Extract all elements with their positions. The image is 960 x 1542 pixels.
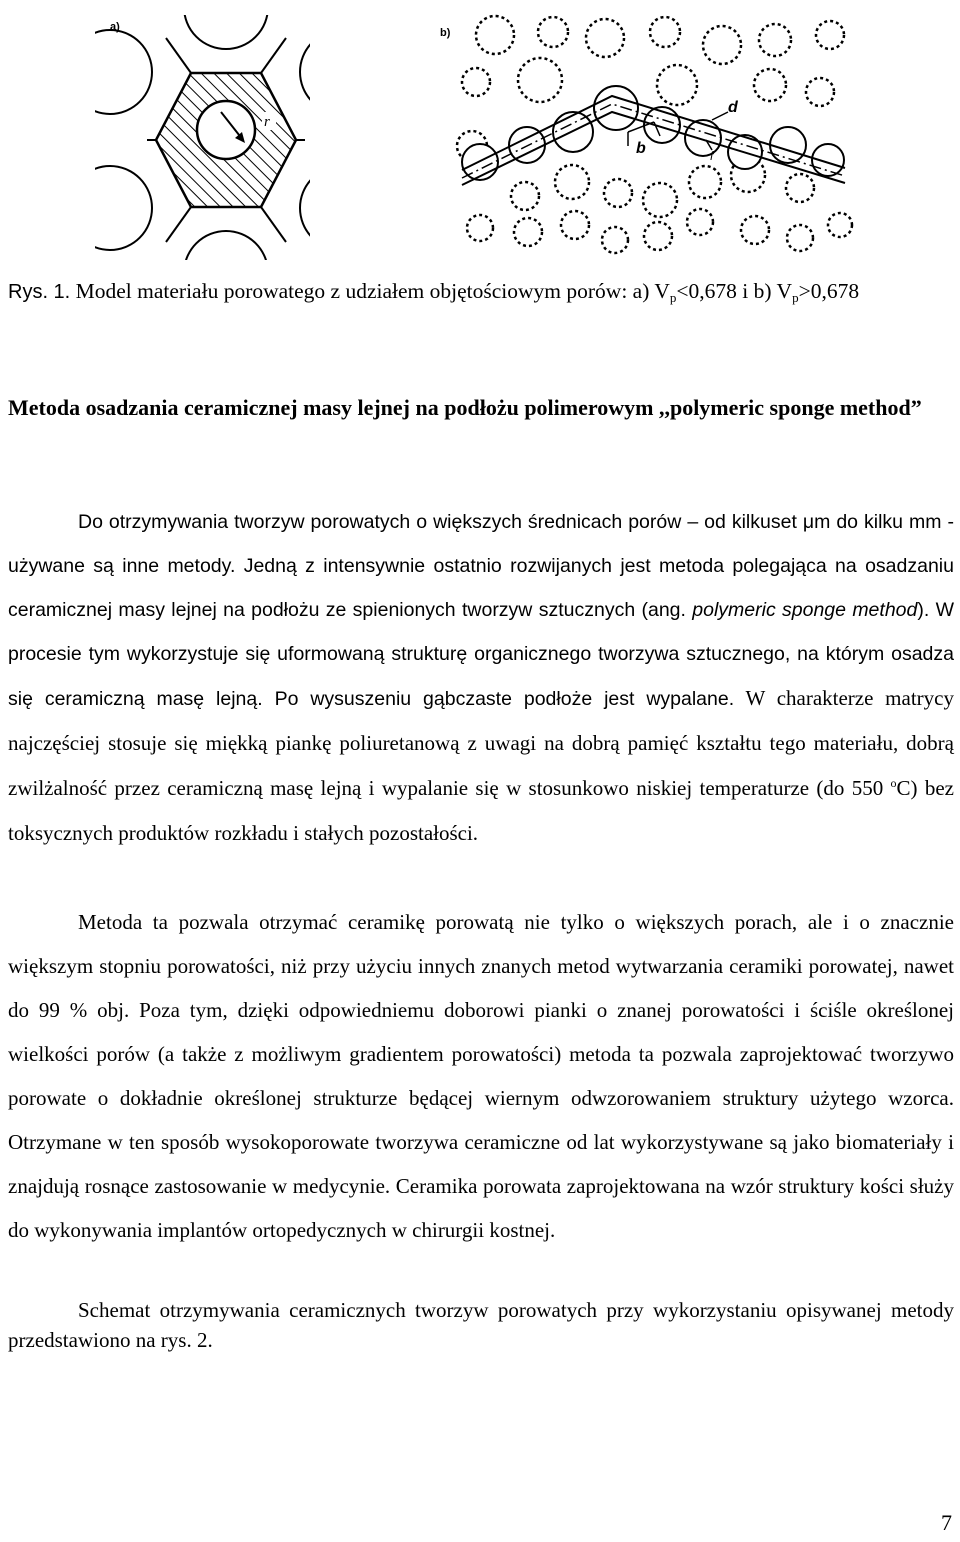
section-heading: Metoda osadzania ceramicznej masy lejnej na podłożu polimerowym ,,polymeric sponge method” bbox=[8, 395, 922, 420]
paragraph-2-part-1: Metoda ta pozwala otrzymać ceramikę porowatą nie tylko o większych porach, ale i o znacznie większym stopniu porowatości, niż przy użyciu innych znanych metod wytwarzania ceramiki porowatej, nawet do 99 % obj. bbox=[8, 910, 954, 1022]
paragraph-1-part-3: W charakterze matrycy najczęściej stosuje się miękką piankę poliuretanową z uwagi na dobrą pamięć kształtu tego materiału, dobrą zwilżalność przez ceramiczną masę lejną i wypalanie się w stosunkowo niskiej temperaturze (do 550 bbox=[8, 686, 954, 800]
figure-drawing bbox=[0, 0, 960, 265]
paragraph-3-text: Schemat otrzymywania ceramicznych tworzyw porowatych przy wykorzystaniu opisywanej metody przedstawiono na rys. 2. bbox=[8, 1298, 954, 1352]
caption-text: Model materiału porowatego z udziałem objętościowym porów: a) V bbox=[75, 279, 670, 303]
paragraph-2-part-2: Poza tym, dzięki odpowiedniemu doborowi pianki o znanej porowatości i ściśle określonej wielkości porów (a także z możliwym gradientem porowatości) metoda ta pozwala zaprojektować tworzywo porowate o dokładnie określonej strukturze będącej wiernym odwzorowaniem struktury użytego wzorca. bbox=[8, 998, 955, 1110]
caption-sub-1: p bbox=[669, 290, 677, 305]
central-pore bbox=[197, 101, 255, 159]
paragraph-2-part-4: Ceramika porowata zaprojektowana na wzór struktury kości służy do wykonywania implantów ortopedycznych w chirurgii kostnej. bbox=[8, 1174, 954, 1242]
symbol-d: d bbox=[728, 99, 738, 116]
panel-a-drawing bbox=[68, 0, 384, 265]
panel-b-label: b) bbox=[440, 27, 451, 39]
caption-sub-2: p bbox=[792, 290, 799, 305]
radius-symbol: r bbox=[264, 114, 270, 130]
symbol-b: b bbox=[636, 140, 646, 157]
panel-a-label: a) bbox=[110, 21, 120, 33]
page-number: 7 bbox=[941, 1510, 952, 1535]
paragraph-3 bbox=[8, 1295, 954, 1355]
dimension-line-d bbox=[712, 112, 728, 120]
paragraph-1-part-1: Do otrzymywania tworzyw porowatych o większych średnicach porów – od kilkuset μm do kilku mm - używane są inne metody. Jedną z intensywnie ostatnio rozwijanych jest metoda polegająca na osadzaniu ceramicznej masy lejnej na podłożu ze spienionych tworzyw sztucznych (ang. bbox=[8, 511, 954, 621]
paragraph-2 bbox=[8, 900, 954, 1252]
panel-b-drawing bbox=[440, 16, 852, 253]
caption-end: >0,678 bbox=[798, 279, 860, 303]
caption-prefix: Rys. 1. bbox=[8, 281, 71, 303]
symbol-f: f bbox=[710, 149, 714, 163]
paragraph-1 bbox=[8, 500, 954, 856]
figure-rys-1 bbox=[0, 0, 960, 265]
figure-caption bbox=[8, 276, 953, 308]
paragraph-1-part-2: ). W procesie tym wykorzystuje się uformowaną strukturę organicznego tworzywa sztucznego, na którym osadza się ceramiczną masę lejną. Po wysuszeniu gąbczaste podłoże jest wypalane. bbox=[8, 599, 954, 710]
paragraph-2-part-3: Otrzymane w ten sposób wysokoporowate tworzywa ceramiczne od lat wykorzystywane są jako biomateriały i znajdują rosnące zastosowanie w medycynie. bbox=[8, 1130, 954, 1198]
degree-symbol: o bbox=[890, 776, 897, 790]
paragraph-1-italic: polymeric sponge method bbox=[692, 599, 918, 621]
paragraph-1-part-4: C) bez toksycznych produktów rozkładu i stałych pozostałości. bbox=[8, 776, 954, 845]
caption-mid: <0,678 i b) V bbox=[676, 279, 793, 303]
